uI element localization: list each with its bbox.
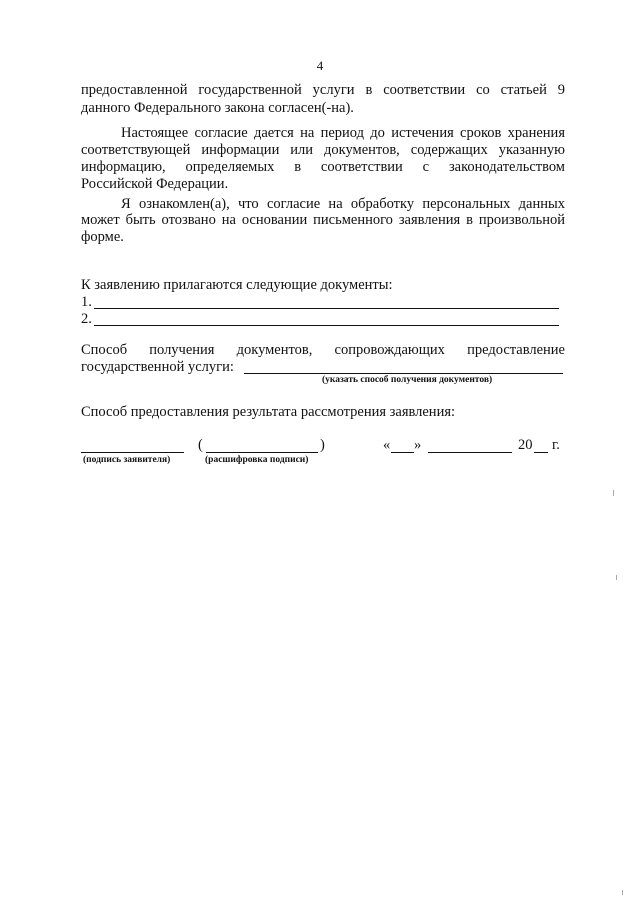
receipt-method-label: государственной услуги: bbox=[81, 359, 234, 375]
scan-mark bbox=[613, 490, 614, 496]
scan-mark bbox=[616, 575, 617, 580]
scan-mark bbox=[622, 890, 623, 895]
date-year-suffix: г. bbox=[552, 437, 560, 453]
attachment-item-number: 2. bbox=[81, 311, 92, 327]
receipt-method-caption: (указать способ получения документов) bbox=[322, 375, 493, 385]
paragraph-line: соответствующей информации или документов, содержащих указанную bbox=[81, 142, 565, 158]
date-quote-open: « bbox=[383, 437, 391, 453]
paragraph-line: Российской Федерации. bbox=[81, 176, 229, 192]
paragraph-line: Настоящее согласие дается на период до истечения сроков хранения bbox=[121, 125, 565, 141]
attachment-line-1[interactable] bbox=[94, 308, 559, 309]
receipt-method-line: Способ получения документов, сопровождающих предоставление bbox=[81, 342, 565, 358]
paragraph-line: информацию, определяемых в соответствии с законодательством bbox=[81, 159, 565, 175]
signature-line[interactable] bbox=[81, 452, 184, 453]
attachment-item-number: 1. bbox=[81, 294, 92, 310]
signature-caption: (подпись заявителя) bbox=[83, 455, 171, 465]
page-number: 4 bbox=[316, 58, 324, 73]
decoding-caption: (расшифровка подписи) bbox=[205, 455, 309, 465]
date-year-line[interactable] bbox=[534, 452, 548, 453]
date-month-line[interactable] bbox=[428, 452, 512, 453]
receipt-method-field-line[interactable] bbox=[244, 373, 563, 374]
attachments-heading: К заявлению прилагаются следующие документы: bbox=[81, 277, 393, 293]
paragraph-line: форме. bbox=[81, 229, 124, 245]
decoding-line[interactable] bbox=[206, 452, 318, 453]
decoding-close-paren: ) bbox=[320, 437, 325, 453]
paragraph-line: предоставленной государственной услуги в соответствии со статьей 9 bbox=[81, 82, 565, 98]
paragraph-line: может быть отозвано на основании письменного заявления в произвольной bbox=[81, 212, 565, 228]
paragraph-line: данного Федерального закона согласен(-на). bbox=[81, 100, 354, 116]
date-quote-close: » bbox=[414, 437, 422, 453]
paragraph-line: Я ознакомлен(а), что согласие на обработку персональных данных bbox=[121, 196, 565, 212]
date-year-prefix: 20 bbox=[518, 437, 533, 453]
attachment-line-2[interactable] bbox=[94, 325, 559, 326]
result-method-label: Способ предоставления результата рассмотрения заявления: bbox=[81, 404, 456, 420]
date-day-line[interactable] bbox=[391, 452, 414, 453]
decoding-open-paren: ( bbox=[198, 437, 203, 453]
